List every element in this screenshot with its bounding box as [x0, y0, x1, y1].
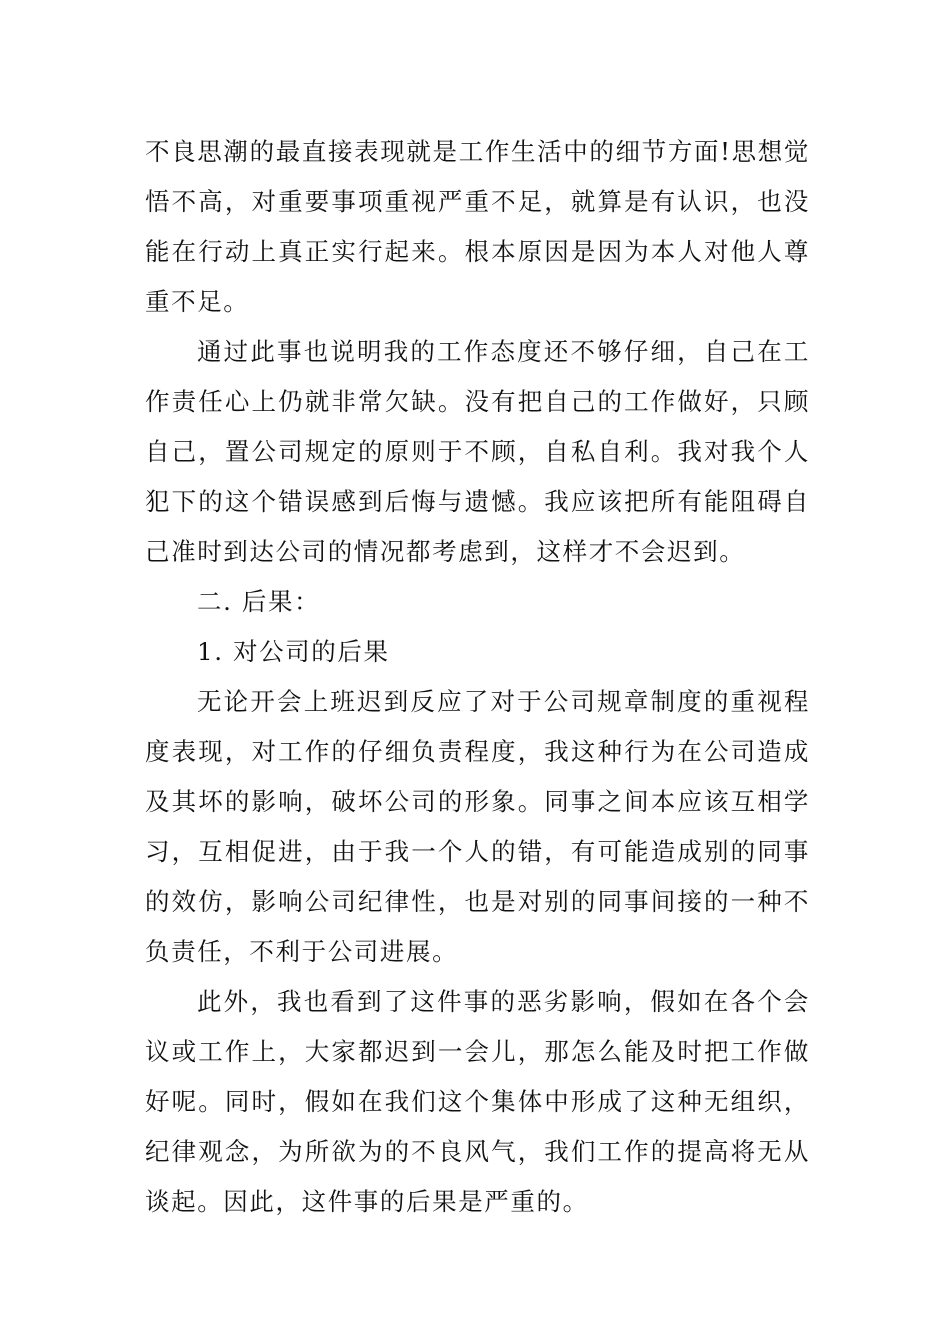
subsection-heading-company: 1. 对公司的后果	[197, 637, 390, 666]
paragraph-2: 通过此事也说明我的工作态度还不够仔细，自己在工作责任心上仍就非常欠缺。没有把自己的工作做好，只顾自己，置公司规定的原则于不顾，自私自利。我对我个人犯下的这个错误感到后悔与遗憾。我应该把所有能阻碍自己准时到达公司的情况都考虑到，这样才不会迟到。	[145, 337, 810, 566]
section-heading-consequences: 二. 后果：	[197, 587, 321, 616]
paragraph-3: 无论开会上班迟到反应了对于公司规章制度的重视程度表现，对工作的仔细负责程度，我这种行为在公司造成及其坏的影响，破坏公司的形象。同事之间本应该互相学习，互相促进，由于我一个人的错，有可能造成别的同事的效仿，影响公司纪律性，也是对别的同事间接的一种不负责任，不利于公司进展。	[145, 687, 810, 966]
paragraph-4: 此外，我也看到了这件事的恶劣影响，假如在各个会议或工作上，大家都迟到一会儿，那怎么能及时把工作做好呢。同时，假如在我们这个集体中形成了这种无组织，纪律观念，为所欲为的不良风气，我们工作的提高将无从谈起。因此，这件事的后果是严重的。	[145, 987, 810, 1216]
paragraph-1: 不良思潮的最直接表现就是工作生活中的细节方面!思想觉悟不高，对重要事项重视严重不足，就算是有认识，也没能在行动上真正实行起来。根本原因是因为本人对他人尊重不足。	[145, 137, 810, 316]
document-body	[145, 127, 810, 1227]
